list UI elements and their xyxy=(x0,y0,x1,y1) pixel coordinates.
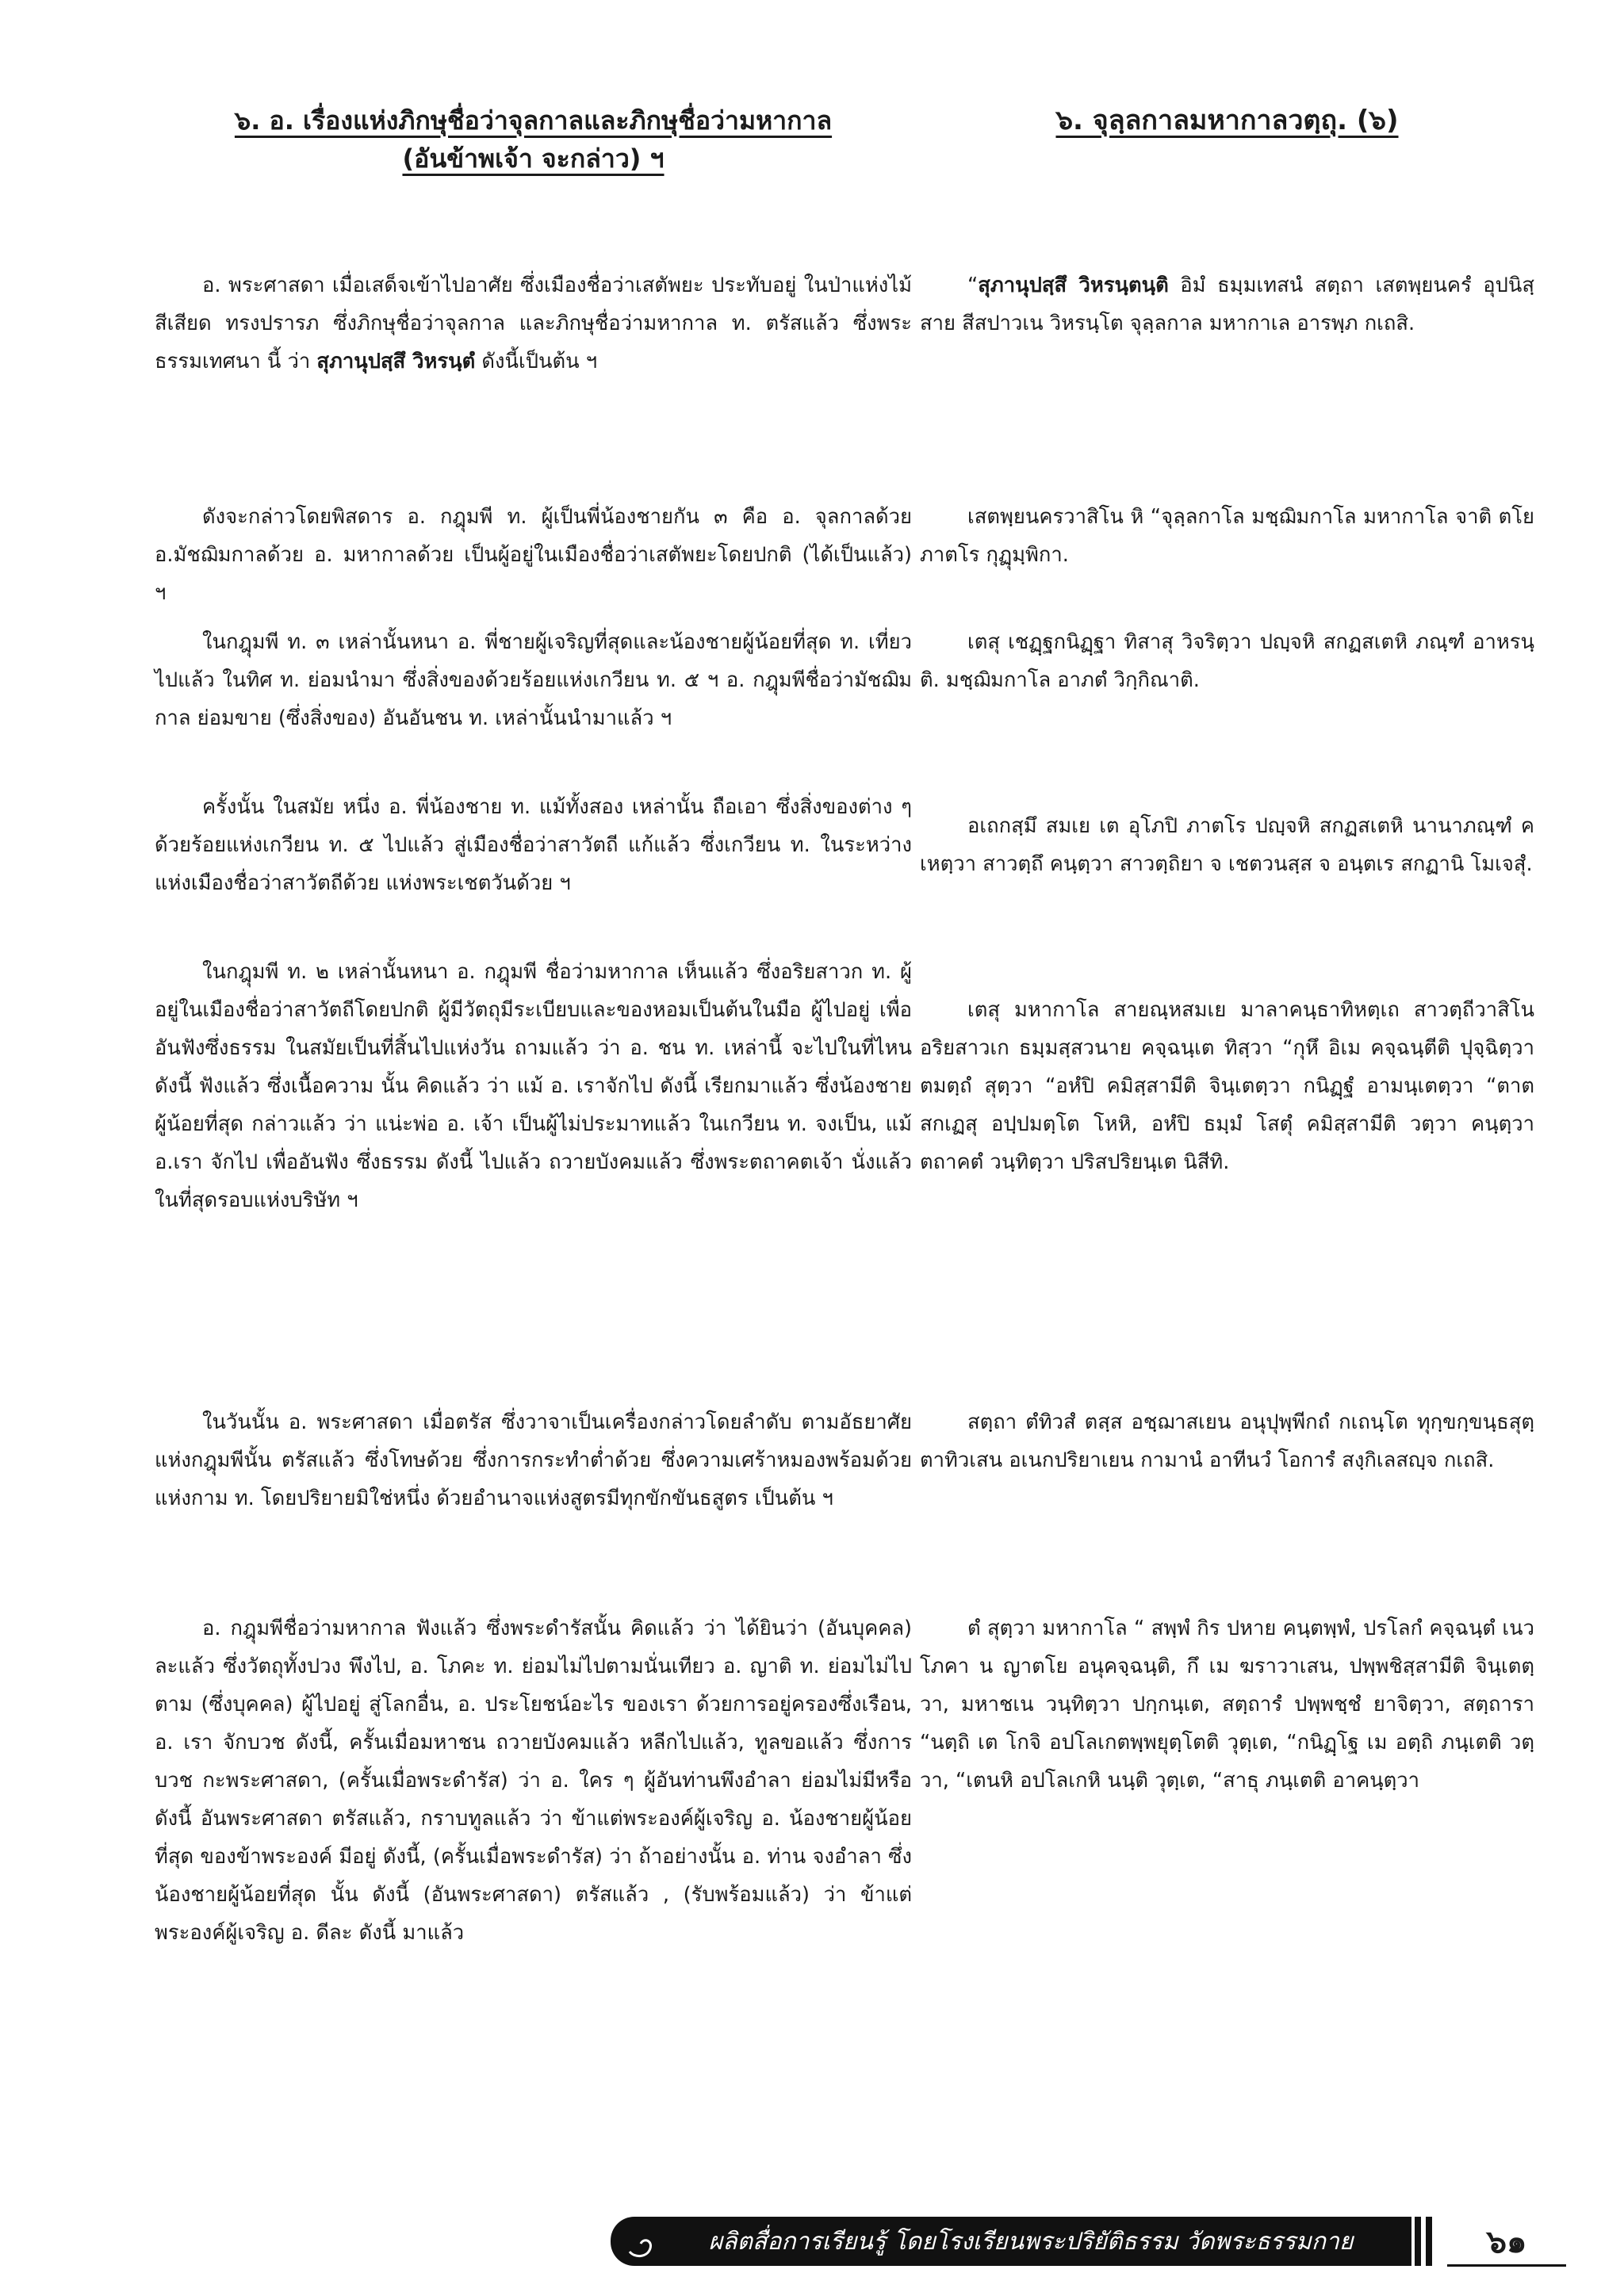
thai-paragraph-4: ครั้งนั้น ในสมัย หนึ่ง อ. พี่น้องชาย ท. แม้ทั้งสอง เหล่านั้น ถือเอา ซึ่งสิ่งของต่าง ๆ ด้วยร้อยแห่งเกวียน ท. ๕ ไปแล้ว สู่เมืองชื่อว่าสาวัตถี แก้แล้ว ซึ่งเกวียน ท. ในระหว่าง แห่งเมืองชื่อว่าสาวัตถีด้วย แห่งพระเชตวันด้วย ฯ xyxy=(155,795,912,895)
thai-paragraph-7: อ. กฎุมพีชื่อว่ามหากาล ฟังแล้ว ซึ่งพระดำรัสนั้น คิดแล้ว ว่า ได้ยินว่า (อันบุคคล) ละแล้ว ซึ่งวัตถุทั้งปวง พึงไป, อ. โภคะ ท. ย่อมไม่ไปตามนั่นเทียว อ. ญาติ ท. ย่อมไม่ไปตาม (ซึ่งบุคคล) ผู้ไปอยู่ สู่โลกอื่น, อ. ประโยชน์อะไร ของเรา ด้วยการอยู่ครองซึ่งเรือน, อ. เรา จักบวช ดังนี้, ครั้นเมื่อมหาชน ถวายบังคมแล้ว หลีกไปแล้ว, ทูลขอแล้ว ซึ่งการบวช กะพระศาสดา, (ครั้นเมื่อพระดำรัส) ว่า อ. ใคร ๆ ผู้อันท่านพึงอำลา ย่อมไม่มีหรือ ดังนี้ อันพระศาสดา ตรัสแล้ว, กราบทูลแล้ว ว่า ข้าแต่พระองค์ผู้เจริญ อ. น้องชายผู้น้อยที่สุด ของข้าพระองค์ มีอยู่ ดังนี้, (ครั้นเมื่อพระดำรัส) ว่า ถ้าอย่างนั้น อ. ท่าน จงอำลา ซึ่งน้องชายผู้น้อยที่สุด นั้น ดังนี้ (อันพระศาสดา) ตรัสแล้ว , (รับพร้อมแล้ว) ว่า ข้าแต่พระองค์ผู้เจริญ อ. ดีละ ดังนี้ มาแล้ว xyxy=(155,1617,912,1945)
pali-p1-tail: อิมํ ธมฺมเทสนํ สตฺถา เสตพฺยนครํ อุปนิสฺสาย สีสปาวเน วิหรนฺโต จุลฺลกาล มหากาเล อารพฺภ กเถสิ. xyxy=(920,274,1534,335)
thai-heading-line1: ๖. อ. เรื่องแห่งภิกษุชื่อว่าจุลกาลและภิกษุชื่อว่ามหากาล xyxy=(234,105,833,136)
footer-divider-bar-1 xyxy=(1415,2217,1421,2266)
thai-heading-line2: (อันข้าพเจ้า จะกล่าว) ฯ xyxy=(402,144,665,174)
pali-paragraph-2: เสตพฺยนครวาสิโน หิ “จุลฺลกาโล มชฺฌิมกาโล มหากาโล จาติ ตโย ภาตโร กุฏุมฺพิกา. xyxy=(920,505,1534,567)
thai-p1-text: อ. พระศาสดา เมื่อเสด็จเข้าไปอาศัย ซึ่งเมืองชื่อว่าเสตัพยะ ประทับอยู่ ในป่าแห่งไม้สีเสียด ทรงปรารภ ซึ่งภิกษุชื่อว่าจุลกาล และภิกษุชื่อว่ามหากาล ท. ตรัสแล้ว ซึ่งพระธรรมเทศนา นี้ ว่า xyxy=(155,274,912,373)
pali-paragraph-3: เตสุ เชฏฺฐกนิฏฺฐา ทิสาสุ วิจริตฺวา ปญฺจหิ สกฏสเตหิ ภณฺฑํ อาหรนฺติ. มชฺฌิมกาโล อาภตํ วิกฺกิณาติ. xyxy=(920,630,1534,692)
page-number: ๖๑ xyxy=(1447,2220,1566,2267)
pali-paragraph-5: เตสุ มหากาโล สายณฺหสมเย มาลาคนฺธาทิหตฺเถ สาวตฺถีวาสิโน อริยสาวเก ธมฺมสฺสวนาย คจฺฉนฺเต ทิสฺวา “กุหึ อิเม คจฺฉนฺตีติ ปุจฺฉิตฺวา ตมตฺถํ สุตฺวา “อหํปิ คมิสฺสามีติ จินฺเตตฺวา กนิฏฺฐํ อามนฺเตตฺวา “ตาต สกเฏสุ อปฺปมตฺโต โหหิ, อหํปิ ธมฺมํ โสตุํ คมิสฺสามีติ วตฺวา คนฺตฺวา ตถาคตํ วนฺทิตฺวา ปริสปริยนฺเต นิสีทิ. xyxy=(920,998,1534,1174)
thai-paragraph-1 xyxy=(155,266,912,381)
footer-divider-bar-2 xyxy=(1426,2217,1432,2266)
thai-paragraph-2: ดังจะกล่าวโดยพิสดาร อ. กฎุมพี ท. ผู้เป็นพี่น้องชายกัน ๓ คือ อ. จุลกาลด้วย อ.มัชฌิมกาลด้วย อ. มหากาลด้วย เป็นผู้อยู่ในเมืองชื่อว่าเสตัพยะโดยปกติ (ได้เป็นแล้ว) ฯ xyxy=(155,505,912,605)
thai-paragraph-3: ในกฎุมพี ท. ๓ เหล่านั้นหนา อ. พี่ชายผู้เจริญที่สุดและน้องชายผู้น้อยที่สุด ท. เที่ยวไปแล้ว ในทิศ ท. ย่อมนำมา ซึ่งสิ่งของด้วยร้อยแห่งเกวียน ท. ๕ ฯ อ. กฎุมพีชื่อว่ามัชฌิมกาล ย่อมขาย (ซึ่งสิ่งของ) อันอันชน ท. เหล่านั้นนำมาแล้ว ฯ xyxy=(155,630,912,730)
thai-paragraph-6: ในวันนั้น อ. พระศาสดา เมื่อตรัส ซึ่งวาจาเป็นเครื่องกล่าวโดยลำดับ ตามอัธยาศัย แห่งกฎุมพีนั้น ตรัสแล้ว ซึ่งโทษด้วย ซึ่งการกระทำต่ำด้วย ซึ่งความเศร้าหมองพร้อมด้วย แห่งกาม ท. โดยปริยายมิใช่หนึ่ง ด้วยอำนาจแห่งสูตรมีทุกขักขันธสูตร เป็นต้น ฯ xyxy=(155,1410,912,1510)
pali-p1-bold: สุภานุปสฺสึ วิหรนฺตนฺติ xyxy=(978,274,1169,297)
thai-p1-bold: สุภานุปสฺสึ วิหรนฺตํ xyxy=(316,350,476,373)
pali-p1-open: “ xyxy=(967,274,979,297)
thai-heading xyxy=(155,101,912,178)
pali-paragraph-6: สตฺถา ตํทิวสํ ตสฺส อชฺฌาสเยน อนุปุพฺพีกถํ กเถนฺโต ทุกฺขกฺขนฺธสุตฺตาทิวเสน อเนกปริยาเยน กามานํ อาทีนวํ โอการํ สงฺกิเลสญฺจ กเถสิ. xyxy=(920,1410,1534,1472)
pali-heading: ๖. จุลฺลกาลมหากาลวตฺถุ. (๖) xyxy=(1055,105,1399,136)
thai-p1-tail: ดังนี้เป็นต้น ฯ xyxy=(475,350,598,373)
thai-paragraph-5: ในกฎุมพี ท. ๒ เหล่านั้นหนา อ. กฎุมพี ชื่อว่ามหากาล เห็นแล้ว ซึ่งอริยสาวก ท. ผู้อยู่ในเมืองชื่อว่าสาวัตถีโดยปกติ ผู้มีวัตถุมีระเบียบและของหอมเป็นต้นในมือ ผู้ไปอยู่ เพื่ออันฟังซึ่งธรรม ในสมัยเป็นที่สิ้นไปแห่งวัน ถามแล้ว ว่า อ. ชน ท. เหล่านี้ จะไปในที่ไหน ดังนี้ ฟังแล้ว ซึ่งเนื้อความ นั้น คิดแล้ว ว่า แม้ อ. เราจักไป ดังนี้ เรียกมาแล้ว ซึ่งน้องชายผู้น้อยที่สุด กล่าวแล้ว ว่า แน่ะพ่อ อ. เจ้า เป็นผู้ไม่ประมาทแล้ว ในเกวียน ท. จงเป็น, แม้ อ.เรา จักไป เพื่ออันฟัง ซึ่งธรรม ดังนี้ ไปแล้ว ถวายบังคมแล้ว ซึ่งพระตถาคตเจ้า นั่งแล้ว ในที่สุดรอบแห่งบริษัท ฯ xyxy=(155,960,912,1212)
swirl-ornament-icon xyxy=(626,2228,658,2260)
pali-paragraph-7: ตํ สุตฺวา มหากาโล “ สพฺพํ กิร ปหาย คนฺตพฺพํ, ปรโลกํ คจฺฉนฺตํ เนว โภคา น ญาตโย อนุคจฺฉนฺติ, กึ เม ฆราวาเสน, ปพฺพชิสฺสามีติ จินฺเตตฺวา, มหาชเน วนฺทิตฺวา ปกฺกนฺเต, สตฺถารํ ปพฺพชฺชํ ยาจิตฺวา, สตฺถารา “นตฺถิ เต โกจิ อปโลเกตพฺพยุตฺโตติ วุตฺเต, “กนิฏฺโฐ เม อตฺถิ ภนฺเตติ วตฺวา, “เตนหิ อปโลเกหิ นนฺติ วุตฺเต, “สาธุ ภนฺเตติ อาคนฺตฺวา xyxy=(920,1617,1534,1793)
footer-publisher-text: ผลิตสื่อการเรียนรู้ โดยโรงเรียนพระปริยัติธรรม วัดพระธรรมกาย xyxy=(708,2228,1354,2256)
pali-paragraph-4: อเถกสฺมึ สมเย เต อุโภปิ ภาตโร ปญฺจหิ สกฏสเตหิ นานาภณฺฑํ คเหตฺวา สาวตฺถึ คนฺตฺวา สาวตฺถิยา จ เชตวนสฺส จ อนฺตเร สกฏานิ โมเจสุํ. xyxy=(920,814,1534,876)
pali-paragraph-1 xyxy=(920,266,1534,342)
